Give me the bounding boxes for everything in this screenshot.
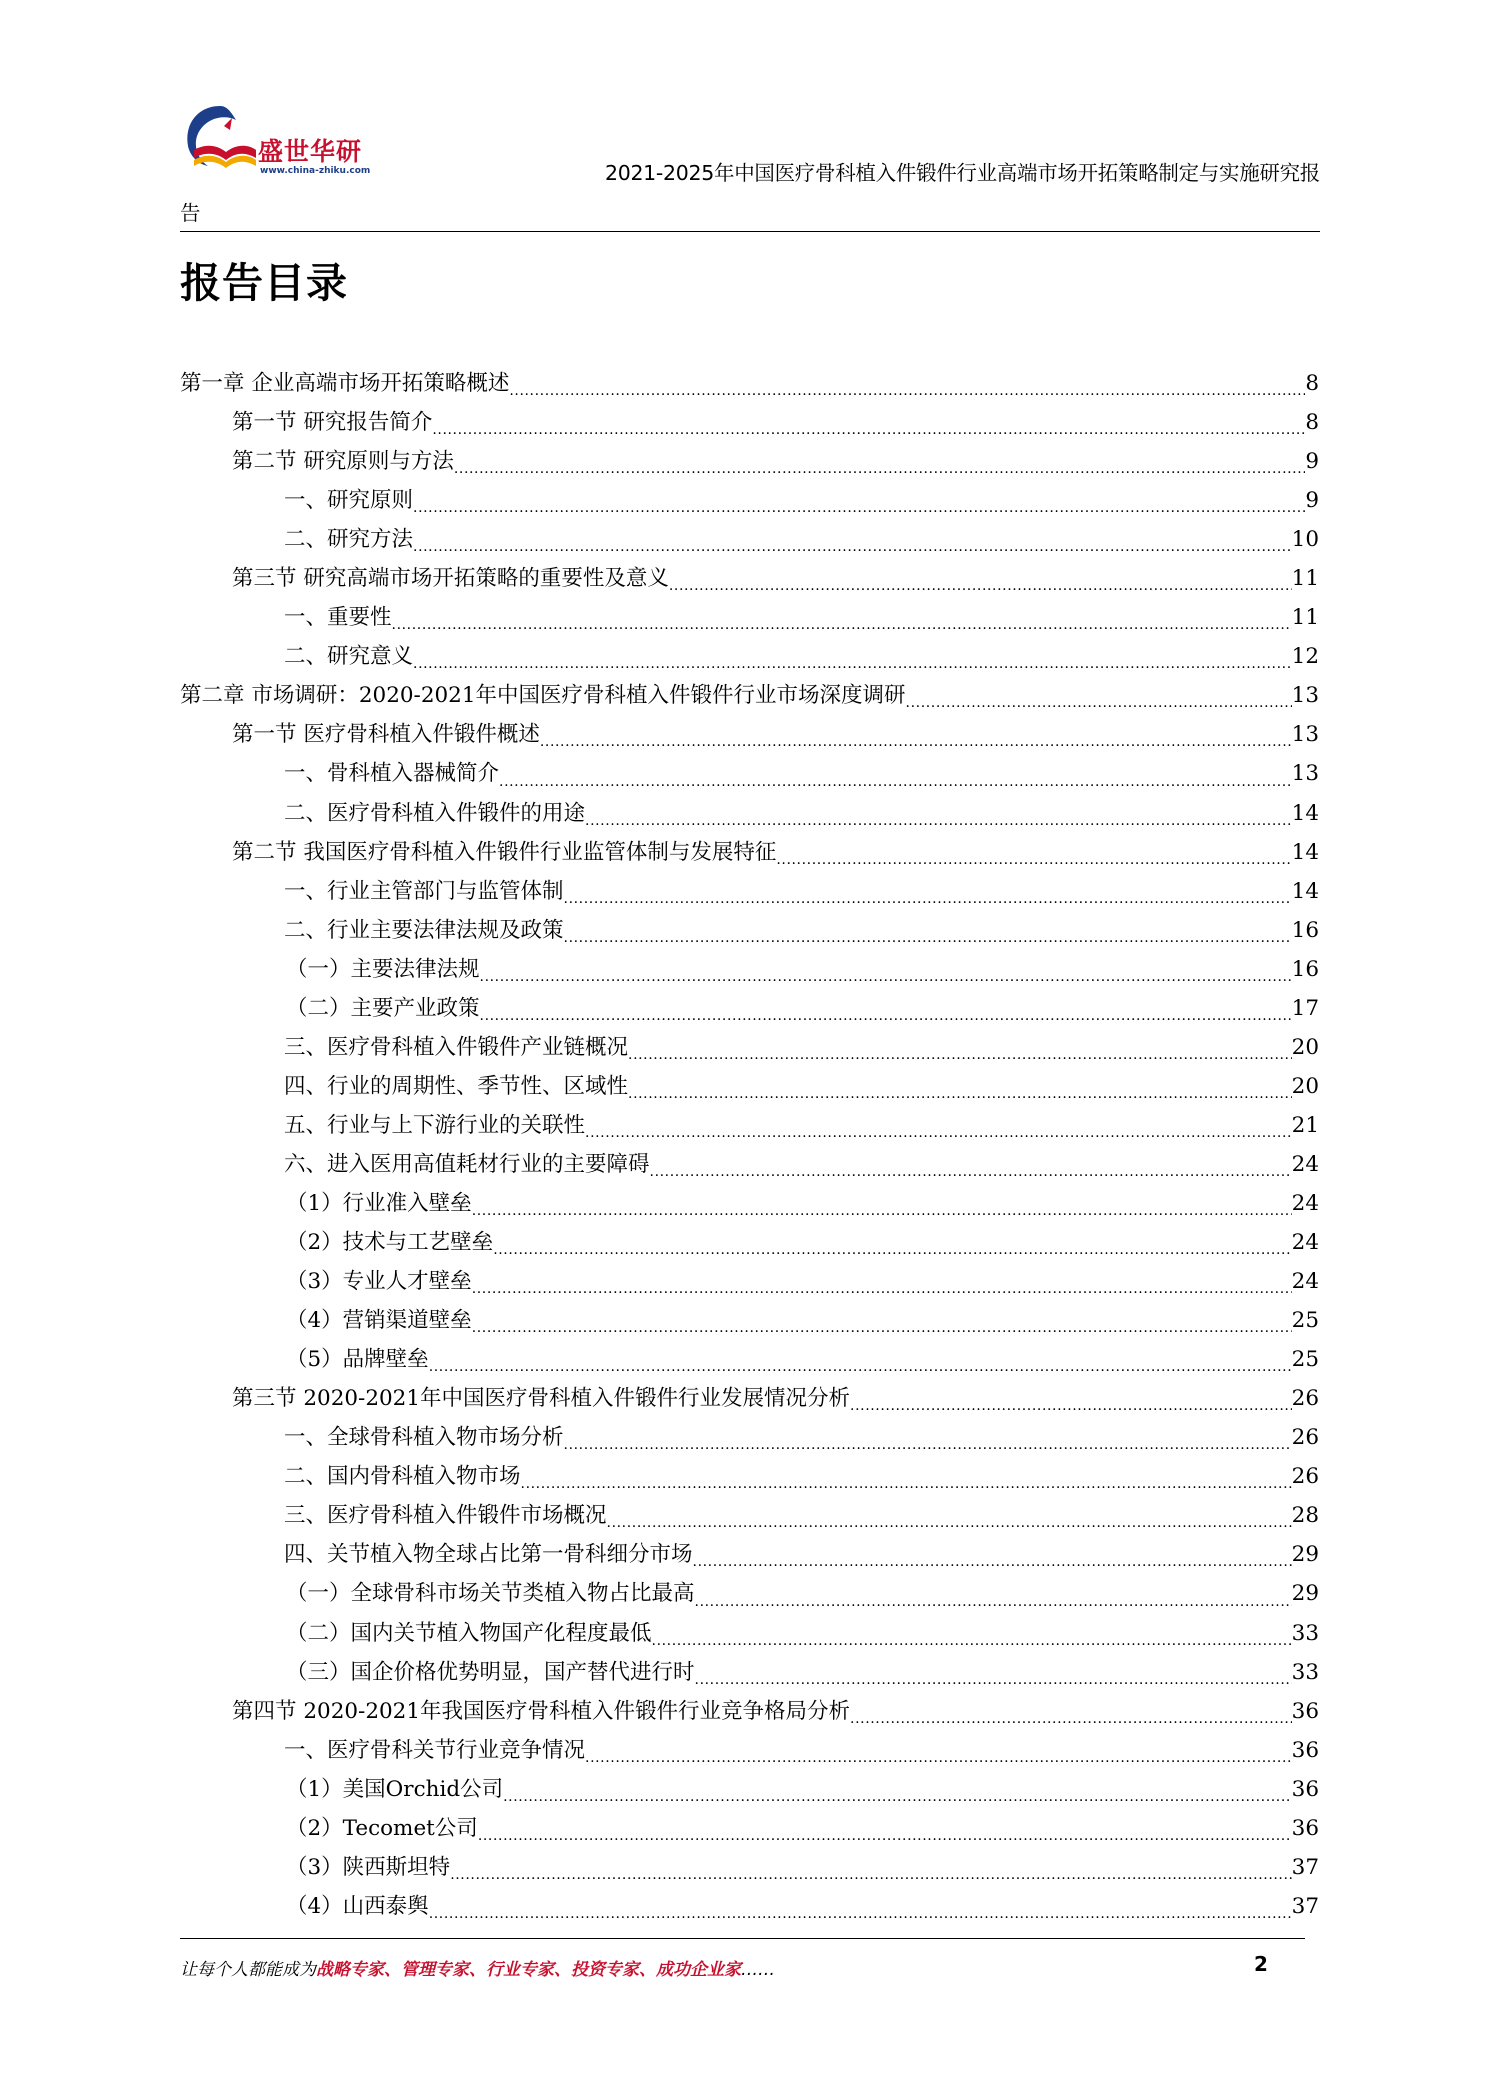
toc-entry-title: 四、关节植入物全球占比第一骨科细分市场 — [284, 1542, 693, 1568]
toc-dot-leader — [493, 1228, 1291, 1256]
toc-entry[interactable] — [180, 442, 1319, 481]
toc-dot-leader — [695, 1658, 1292, 1686]
toc-dot-leader — [413, 642, 1292, 670]
toc-dot-leader — [850, 1384, 1292, 1412]
toc-entry[interactable] — [180, 833, 1319, 872]
toc-entry-page: 20 — [1291, 1034, 1319, 1060]
toc-dot-leader — [472, 1189, 1292, 1217]
page-header — [180, 100, 1320, 235]
toc-entry-page: 24 — [1291, 1151, 1319, 1177]
toc-entry[interactable] — [180, 1809, 1319, 1848]
toc-entry-title: 一、医疗骨科关节行业竞争情况 — [284, 1737, 586, 1763]
report-title-continuation: 告 — [180, 201, 201, 225]
logo-text: 盛世华研 — [258, 137, 363, 166]
toc-entry[interactable] — [180, 1145, 1319, 1184]
toc-entry-page: 28 — [1291, 1503, 1319, 1529]
toc-entry-page: 33 — [1291, 1659, 1319, 1685]
footer-slogan — [180, 1955, 775, 1980]
toc-entry-title: 四、行业的周期性、季节性、区域性 — [284, 1073, 629, 1099]
toc-entry-page: 16 — [1291, 917, 1319, 943]
toc-dot-leader — [693, 1540, 1292, 1568]
toc-dot-leader — [480, 955, 1292, 983]
toc-entry-title: 五、行业与上下游行业的关联性 — [284, 1112, 586, 1138]
toc-entry-title: （4）营销渠道壁垒 — [286, 1308, 472, 1334]
toc-entry[interactable] — [180, 598, 1319, 637]
toc-entry-title: 一、研究原则 — [284, 488, 414, 514]
toc-dot-leader — [509, 369, 1305, 397]
toc-entry-page: 10 — [1291, 527, 1319, 553]
footer-divider — [180, 1938, 1305, 1939]
report-title: 2021-2025年中国医疗骨科植入件锻件行业高端市场开拓策略制定与实施研究报 — [604, 161, 1320, 185]
toc-entry[interactable] — [180, 403, 1319, 442]
toc-entry-page: 11 — [1291, 566, 1319, 592]
toc-entry-page: 24 — [1291, 1230, 1319, 1256]
toc-entry[interactable] — [180, 1106, 1319, 1145]
toc-dot-leader — [628, 1072, 1292, 1100]
toc-dot-leader — [669, 564, 1292, 592]
toc-entry-title: 二、研究方法 — [284, 527, 414, 553]
header-divider — [180, 231, 1320, 232]
toc-entry-title: 一、骨科植入器械简介 — [284, 761, 500, 787]
toc-entry[interactable] — [180, 794, 1319, 833]
toc-entry-title: （2）技术与工艺壁垒 — [286, 1230, 494, 1256]
toc-entry-page: 29 — [1291, 1581, 1319, 1607]
toc-entry-title: 第一节 医疗骨科植入件锻件概述 — [232, 722, 540, 748]
toc-dot-leader — [478, 1814, 1292, 1842]
toc-entry[interactable] — [180, 559, 1319, 598]
toc-entry-title: 二、国内骨科植入物市场 — [284, 1464, 521, 1490]
toc-entry-page: 8 — [1305, 410, 1319, 436]
toc-heading: 报告目录 — [180, 259, 348, 307]
toc-entry-page: 13 — [1291, 761, 1319, 787]
toc-entry[interactable] — [180, 1340, 1319, 1379]
toc-entry-title: （2）Tecomet公司 — [286, 1815, 478, 1841]
toc-entry-page: 17 — [1291, 995, 1319, 1021]
toc-entry-title: （二）国内关节植入物国产化程度最低 — [286, 1620, 652, 1646]
toc-entry-page: 25 — [1291, 1308, 1319, 1334]
toc-entry-page: 36 — [1291, 1737, 1319, 1763]
toc-entry[interactable] — [180, 1301, 1319, 1340]
toc-dot-leader — [521, 1462, 1292, 1490]
toc-dot-leader — [850, 1697, 1292, 1725]
toc-entry[interactable] — [180, 1848, 1319, 1887]
toc-entry-page: 33 — [1291, 1620, 1319, 1646]
toc-entry-title: 第二章 市场调研：2020-2021年中国医疗骨科植入件锻件行业市场深度调研 — [180, 683, 906, 709]
page-number: 2 — [1254, 1952, 1268, 1976]
toc-entry-page: 9 — [1305, 488, 1319, 514]
toc-entry-page: 36 — [1291, 1776, 1319, 1802]
toc-entry-title: （二）主要产业政策 — [286, 995, 480, 1021]
toc-entry-title: 第四节 2020-2021年我国医疗骨科植入件锻件行业竞争格局分析 — [232, 1698, 851, 1724]
toc-entry-title: （三）国企价格优势明显，国产替代进行时 — [286, 1659, 695, 1685]
toc-entry[interactable] — [180, 1731, 1319, 1770]
toc-dot-leader — [472, 1306, 1292, 1334]
toc-entry[interactable] — [180, 1535, 1319, 1574]
toc-entry-title: 一、全球骨科植入物市场分析 — [284, 1425, 564, 1451]
toc-dot-leader — [392, 603, 1292, 631]
toc-entry[interactable] — [180, 911, 1319, 950]
toc-dot-leader — [607, 1501, 1292, 1529]
toc-entry[interactable] — [180, 1379, 1319, 1418]
toc-entry-title: 二、研究意义 — [284, 644, 414, 670]
toc-entry[interactable] — [180, 1887, 1319, 1926]
toc-entry-page: 36 — [1291, 1698, 1319, 1724]
toc-entry-page: 21 — [1291, 1112, 1319, 1138]
toc-dot-leader — [695, 1580, 1292, 1608]
toc-dot-leader — [564, 877, 1292, 905]
toc-dot-leader — [503, 1775, 1292, 1803]
toc-entry[interactable] — [180, 715, 1319, 754]
toc-entry-page: 37 — [1291, 1854, 1319, 1880]
toc-entry-title: （1）行业准入壁垒 — [286, 1191, 472, 1216]
toc-entry[interactable] — [180, 637, 1319, 676]
toc-entry[interactable] — [180, 1770, 1319, 1809]
toc-entry-page: 11 — [1291, 605, 1319, 631]
toc-entry[interactable] — [180, 1028, 1319, 1067]
toc-entry[interactable] — [180, 1223, 1319, 1262]
toc-entry-title: 一、行业主管部门与监管体制 — [284, 878, 564, 904]
toc-entry-page: 24 — [1291, 1269, 1319, 1295]
toc-dot-leader — [429, 1345, 1292, 1373]
logo-emblem-icon — [180, 100, 260, 180]
toc-entry-title: （一）全球骨科市场关节类植入物占比最高 — [286, 1581, 695, 1607]
toc-entry-page: 14 — [1291, 839, 1319, 865]
toc-dot-leader — [906, 681, 1292, 709]
toc-entry[interactable] — [180, 1653, 1319, 1692]
toc-entry-title: 一、重要性 — [284, 605, 392, 631]
toc-entry[interactable] — [180, 1418, 1319, 1457]
toc-entry-title: 三、医疗骨科植入件锻件市场概况 — [284, 1503, 607, 1529]
toc-dot-leader — [429, 1892, 1292, 1920]
toc-dot-leader — [540, 720, 1292, 748]
toc-entry-title: （4）山西泰舆 — [286, 1893, 429, 1919]
toc-entry-page: 16 — [1291, 956, 1319, 982]
toc-entry-page: 29 — [1291, 1542, 1319, 1568]
toc-entry-title: 第三节 研究高端市场开拓策略的重要性及意义 — [232, 566, 669, 592]
toc-entry-title: 第二节 我国医疗骨科植入件锻件行业监管体制与发展特征 — [232, 839, 777, 865]
toc-dot-leader — [432, 408, 1305, 436]
toc-dot-leader — [564, 1423, 1292, 1451]
toc-entry-page: 9 — [1305, 449, 1319, 475]
toc-entry-title: （3）陕西斯坦特 — [286, 1854, 451, 1880]
toc-entry[interactable] — [180, 1614, 1319, 1653]
toc-entry-title: 二、医疗骨科植入件锻件的用途 — [284, 800, 586, 826]
toc-entry[interactable] — [180, 481, 1319, 520]
toc-entry-page: 13 — [1291, 722, 1319, 748]
toc-dot-leader — [413, 525, 1292, 553]
toc-entry[interactable] — [180, 1457, 1319, 1496]
toc-entry-title: 六、进入医用高值耗材行业的主要障碍 — [284, 1151, 650, 1177]
toc-dot-leader — [776, 838, 1291, 866]
toc-entry-page: 26 — [1291, 1425, 1319, 1451]
toc-entry-title: （一）主要法律法规 — [286, 956, 480, 982]
toc-entry-title: （3）专业人才壁垒 — [286, 1269, 472, 1295]
toc-entry[interactable] — [180, 1067, 1319, 1106]
toc-entry[interactable] — [180, 989, 1319, 1028]
toc-entry[interactable] — [180, 1184, 1319, 1223]
toc-dot-leader — [454, 447, 1305, 475]
toc-entry-title: （1）美国Orchid公司 — [286, 1776, 504, 1802]
toc-entry-page: 24 — [1291, 1191, 1319, 1216]
footer-slogan-prefix: 让每个人都能成为 — [180, 1960, 316, 1980]
toc-entry[interactable] — [180, 676, 1319, 715]
toc-entry-title: 第一节 研究报告简介 — [232, 410, 433, 436]
toc-entry-title: （5）品牌壁垒 — [286, 1347, 429, 1373]
toc-dot-leader — [585, 799, 1292, 827]
toc-dot-leader — [450, 1853, 1291, 1881]
toc-entry[interactable] — [180, 1692, 1319, 1731]
toc-entry[interactable] — [180, 754, 1319, 793]
toc-entry-page: 8 — [1305, 371, 1319, 397]
toc-dot-leader — [564, 916, 1292, 944]
toc-entry-page: 25 — [1291, 1347, 1319, 1373]
toc-entry-page: 14 — [1291, 878, 1319, 904]
toc-dot-leader — [480, 994, 1292, 1022]
toc-entry-title: 第二节 研究原则与方法 — [232, 449, 454, 475]
toc-dot-leader — [650, 1150, 1292, 1178]
toc-dot-leader — [652, 1619, 1292, 1647]
toc-entry-page: 12 — [1291, 644, 1319, 670]
toc-entry-page: 37 — [1291, 1893, 1319, 1919]
toc-dot-leader — [413, 486, 1305, 514]
toc-dot-leader — [585, 1736, 1292, 1764]
logo-url: www.china-zhiku.com — [260, 166, 371, 176]
toc-entry[interactable] — [180, 950, 1319, 989]
toc-entry-page: 13 — [1291, 683, 1319, 709]
toc-entry-title: 第三节 2020-2021年中国医疗骨科植入件锻件行业发展情况分析 — [232, 1386, 851, 1412]
toc-dot-leader — [499, 760, 1292, 788]
footer-slogan-suffix: …… — [741, 1960, 775, 1980]
toc-dot-leader — [628, 1033, 1292, 1061]
toc-entry-title: 二、行业主要法律法规及政策 — [284, 917, 564, 943]
toc-entry[interactable] — [180, 364, 1319, 403]
toc-entry-page: 14 — [1291, 800, 1319, 826]
toc-entry[interactable] — [180, 520, 1319, 559]
toc-dot-leader — [585, 1111, 1292, 1139]
toc-entry[interactable] — [180, 872, 1319, 911]
toc-entry-page: 36 — [1291, 1815, 1319, 1841]
toc-entry-page: 26 — [1291, 1464, 1319, 1490]
toc-entry-page: 26 — [1291, 1386, 1319, 1412]
company-logo — [180, 100, 390, 190]
table-of-contents — [180, 364, 1319, 1926]
toc-entry[interactable] — [180, 1574, 1319, 1613]
toc-entry[interactable] — [180, 1496, 1319, 1535]
toc-entry[interactable] — [180, 1262, 1319, 1301]
toc-dot-leader — [472, 1267, 1292, 1295]
footer-slogan-highlight: 战略专家、管理专家、行业专家、投资专家、成功企业家 — [316, 1960, 741, 1980]
toc-entry-page: 20 — [1291, 1073, 1319, 1099]
toc-entry-title: 第一章 企业高端市场开拓策略概述 — [180, 371, 510, 397]
toc-entry-title: 三、医疗骨科植入件锻件产业链概况 — [284, 1034, 629, 1060]
